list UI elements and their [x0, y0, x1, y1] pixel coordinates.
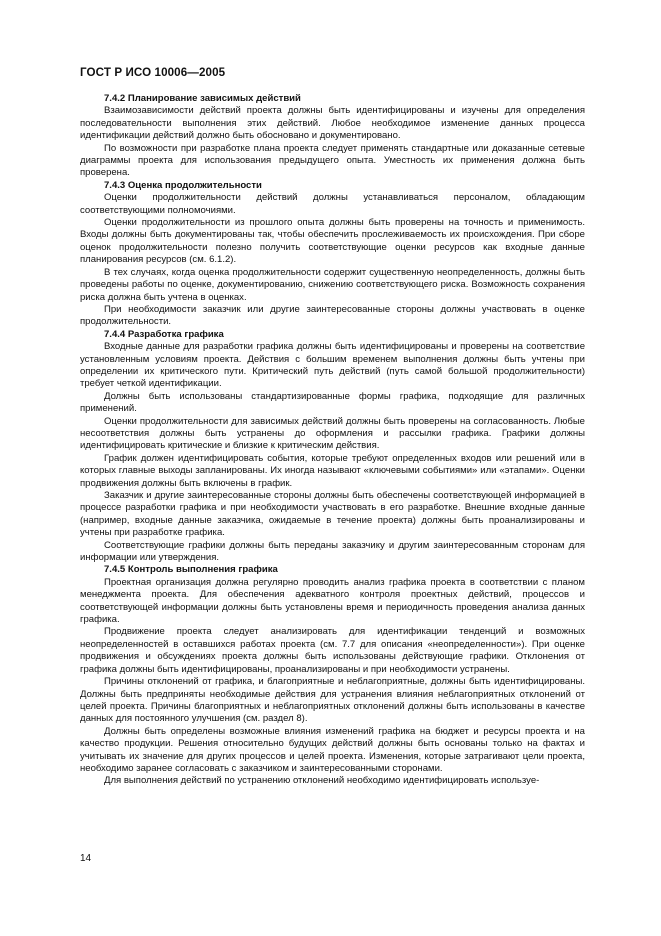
- paragraph: Причины отклонений от графика, и благоприятные и неблагоприятные, должны быть идентифицированы. Должны быть предприняты необходимые действия для устранения влияния неблагоприятных отклонений от целей проекта. Причины благоприятных и неблагоприятных отклонений должны быть использованы в качестве данных для постоянного улучшения (см. раздел 8).: [80, 676, 585, 725]
- paragraph: Заказчик и другие заинтересованные стороны должны быть обеспечены соответствующей информацией в процессе разработки графика и при необходимости участвовать в его разработке. Внешние входные данные (например, входные данные заказчика, ожидаемые в течение проекта) должны быть проанализированы и учтены при разработке графика.: [80, 490, 585, 539]
- paragraph: При необходимости заказчик или другие заинтересованные стороны должны участвовать в оценке продолжительности.: [80, 303, 585, 328]
- paragraph: Взаимозависимости действий проекта должны быть идентифицированы и изучены для определения последовательности выполнения этих действий. Любое необходимое изменение данных процесса идентификации действий должно быть обосновано и документировано.: [80, 105, 585, 142]
- paragraph: Соответствующие графики должны быть переданы заказчику и другим заинтересованным сторонам для информации или утверждения.: [80, 539, 585, 564]
- paragraph: В тех случаях, когда оценка продолжительности содержит существенную неопределенность, должны быть проведены работы по оценке, документированию, снижению соответствующего риска. Возможность сохранения риска должна быть учтена в оценках.: [80, 266, 585, 303]
- paragraph: Должны быть определены возможные влияния изменений графика на бюджет и ресурсы проекта и на качество продукции. Решения относительно будущих действий должны быть основаны только на фактах и учитывать их значение для других процессов и целей проекта. Изменения, которые затрагивают цели проекта, необходимо заранее согласовать с заказчиком и заинтересованными сторонами.: [80, 725, 585, 774]
- paragraph: Оценки продолжительности для зависимых действий должны быть проверены на согласованность. Любые несоответствия должны быть устранены до оформления и рассылки графика. Графики должны идентифицировать критические и близкие к критическим действия.: [80, 415, 585, 452]
- paragraph: Должны быть использованы стандартизированные формы графика, подходящие для различных применений.: [80, 390, 585, 415]
- document-body: [80, 93, 585, 788]
- section-heading-7-4-4: 7.4.4 Разработка графика: [104, 328, 224, 340]
- document-header: ГОСТ Р ИСО 10006—2005: [80, 66, 226, 79]
- paragraph: Оценки продолжительности из прошлого опыта должны быть проверены на точность и применимость. Входы должны быть документированы так, чтобы обеспечить прослеживаемость их происхождения. При сборе оценок продолжительности полезно получить соответствующие оценки ресурсов как входные данные планирования ресурсов (см. 6.1.2).: [80, 217, 585, 266]
- section-heading-7-4-5: 7.4.5 Контроль выполнения графика: [104, 564, 278, 576]
- paragraph: Для выполнения действий по устранению отклонений необходимо идентифицировать используе-: [104, 775, 540, 787]
- paragraph: Проектная организация должна регулярно проводить анализ графика проекта в соответствии с планом менеджмента проекта. Для обеспечения адекватного контроля проектных действий, процессов и соответствующей информации должны быть установлены время и периодичность проведения анализа данных графика.: [80, 576, 585, 626]
- paragraph: По возможности при разработке плана проекта следует применять стандартные или доказанные сетевые диаграммы проекта для использования предыдущего опыта. Уместность их применения должна быть проверена.: [80, 142, 585, 179]
- paragraph: Входные данные для разработки графика должны быть идентифицированы и проверены на соответствие установленным условиям проекта. Действия с большим временем выполнения должны быть учтены при определении их критического пути. Критический путь действий (путь самой большой продолжительности) требует четкой идентификации.: [80, 341, 585, 390]
- section-heading-7-4-3: 7.4.3 Оценка продолжительности: [104, 179, 262, 191]
- paragraph: Продвижение проекта следует анализировать для идентификации тенденций и возможных неопределенностей в оставшихся работах проекта (см. 7.7 для описания «неопределенности»). При оценке продвижения и обсуждениях проекта должны быть использованы действующие графики. Отклонения от графика должны быть идентифицированы, проанализированы и при необходимости устранены.: [80, 626, 585, 675]
- page-number: 14: [80, 853, 92, 864]
- paragraph: График должен идентифицировать события, которые требуют определенных входов или решений или в которых главные выходы запланированы. Их иногда называют «ключевыми событиями» или «этапами». Оценки продвижения должны быть включены в график.: [80, 452, 585, 489]
- section-heading-7-4-2: 7.4.2 Планирование зависимых действий: [104, 93, 301, 104]
- paragraph: Оценки продолжительности действий должны устанавливаться персоналом, обладающим соответствующими полномочиями.: [80, 192, 585, 216]
